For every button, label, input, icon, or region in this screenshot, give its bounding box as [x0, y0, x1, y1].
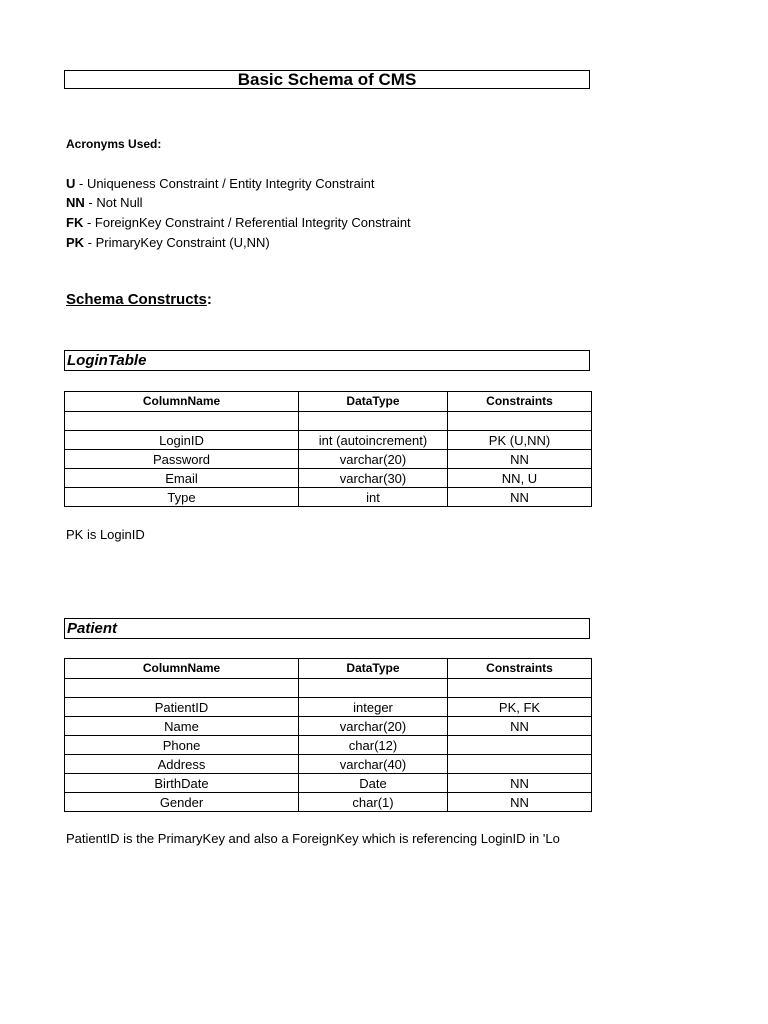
cell-columnname — [65, 412, 299, 431]
table-row — [65, 698, 592, 717]
cell-constraints — [448, 679, 592, 698]
column-header-datatype: DataType — [299, 392, 448, 412]
column-header-columnname: ColumnName — [65, 392, 299, 412]
table-title-logintable: LoginTable — [64, 350, 590, 371]
cell-columnname: PatientID — [65, 698, 299, 717]
cell-datatype: varchar(40) — [299, 755, 448, 774]
schema-constructs-heading — [66, 291, 212, 308]
table-row — [65, 755, 592, 774]
cell-constraints: NN — [448, 450, 592, 469]
schema-constructs-colon: : — [206, 291, 212, 308]
table-row — [65, 736, 592, 755]
cell-datatype: Date — [299, 774, 448, 793]
acronym-code: FK — [66, 215, 84, 230]
cell-columnname: LoginID — [65, 431, 299, 450]
table-title-patient: Patient — [64, 618, 590, 639]
cell-columnname — [65, 679, 299, 698]
cell-columnname: Gender — [65, 793, 299, 812]
table-row — [65, 679, 592, 698]
cell-constraints: PK, FK — [448, 698, 592, 717]
logintable-note: PK is LoginID — [66, 527, 145, 542]
patient-schema-table — [64, 658, 592, 812]
table-row — [65, 431, 592, 450]
acronyms-heading: Acronyms Used: — [66, 137, 162, 151]
acronym-line-u — [66, 176, 375, 191]
cell-datatype: varchar(30) — [299, 469, 448, 488]
cell-datatype: int (autoincrement) — [299, 431, 448, 450]
column-header-datatype: DataType — [299, 659, 448, 679]
acronym-desc: - Not Null — [84, 195, 143, 210]
table-row — [65, 774, 592, 793]
cell-constraints: NN — [448, 793, 592, 812]
acronym-code: NN — [66, 195, 85, 210]
cell-constraints: PK (U,NN) — [448, 431, 592, 450]
schema-constructs-label: Schema Constructs — [66, 291, 207, 308]
cell-datatype: int — [299, 488, 448, 507]
cell-columnname: Address — [65, 755, 299, 774]
cell-constraints: NN — [448, 774, 592, 793]
cell-constraints: NN — [448, 488, 592, 507]
acronym-line-nn — [66, 195, 143, 210]
acronym-code: PK — [66, 235, 85, 250]
cell-datatype: varchar(20) — [299, 717, 448, 736]
column-header-constraints: Constraints — [448, 392, 592, 412]
column-header-columnname: ColumnName — [65, 659, 299, 679]
table-row — [65, 793, 592, 812]
table-row — [65, 412, 592, 431]
table-header-row — [65, 659, 592, 679]
cell-datatype: integer — [299, 698, 448, 717]
cell-constraints: NN, U — [448, 469, 592, 488]
table-header-row — [65, 392, 592, 412]
table-row — [65, 450, 592, 469]
cell-columnname: Password — [65, 450, 299, 469]
column-header-constraints: Constraints — [448, 659, 592, 679]
acronym-desc: - PrimaryKey Constraint (U,NN) — [84, 235, 270, 250]
cell-datatype — [299, 679, 448, 698]
acronym-line-fk — [66, 215, 411, 230]
cell-datatype: char(1) — [299, 793, 448, 812]
cell-columnname: Type — [65, 488, 299, 507]
acronym-desc: - ForeignKey Constraint / Referential Integrity Constraint — [83, 215, 411, 230]
cell-constraints — [448, 736, 592, 755]
acronym-line-pk — [66, 235, 270, 250]
cell-constraints: NN — [448, 717, 592, 736]
cell-constraints — [448, 412, 592, 431]
table-row — [65, 717, 592, 736]
acronym-desc: - Uniqueness Constraint / Entity Integrity Constraint — [75, 176, 375, 191]
table-row — [65, 488, 592, 507]
patient-note: PatientID is the PrimaryKey and also a ForeignKey which is referencing LoginID in 'Lo — [66, 831, 560, 846]
cell-constraints — [448, 755, 592, 774]
cell-columnname: Name — [65, 717, 299, 736]
cell-columnname: BirthDate — [65, 774, 299, 793]
page-title: Basic Schema of CMS — [64, 70, 590, 89]
cell-datatype — [299, 412, 448, 431]
table-row — [65, 469, 592, 488]
logintable-schema-table — [64, 391, 592, 507]
cell-columnname: Email — [65, 469, 299, 488]
cell-datatype: varchar(20) — [299, 450, 448, 469]
acronym-code: U — [66, 176, 76, 191]
cell-datatype: char(12) — [299, 736, 448, 755]
cell-columnname: Phone — [65, 736, 299, 755]
